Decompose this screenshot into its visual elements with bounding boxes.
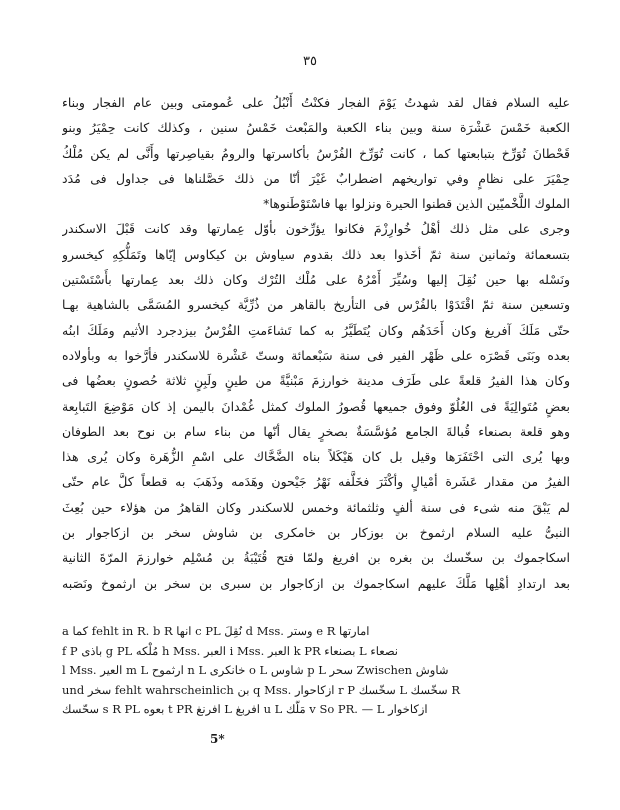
text-line: بعده وبَنَى قَصْرَه على ظَهْر الفير فى سنة سَبْعمائة وستّ عَشْرة للاسكندر فأرَّخوا به وبأولاده [62,347,570,363]
text-line: قَحْطانَ تُوَرِّخ بتبابعتها كما ، كانت تُوَرِّخ الفُرْسُ بأكاسرتها والرومُ بقياصِرتها وأَنَّى لم يكن مُلْكُ [62,145,570,161]
text-line: حتّى مَلَكَ آفريغ وكان أَحَدَهُم وكان يُتَطَيَّرُ به كما تَشاءَمتِ الفُرْسُ بيزدجرد الأثيم ومَلَكَ ابنُه [62,322,570,338]
text-line: الملوك اللَّخْميّين الذين قطنوا الحيرة ونزلوا بها فاسْتَوْطَنوها* [263,196,570,212]
text-line: بتسعمائة وثمانين سنة ثمّ أخَذوا بعد ذلك بقدوم سياوش بن كيكاوس إيّاها وتَمَلُّكِهِ كيخسرو [62,246,570,262]
footnote-line: l Mss. العير m L ارثموح n L خانكرى o L شاوس p L سحر Zwischen شاوش [62,663,449,677]
signature-mark: 5* [210,732,225,746]
text-line: اسكاجموك بن سخّسك بن بغره بن افريغ ولمّا فتح قُتَيْبَةُ بن مُسْلِم خوارزمَ المرّةَ الثانية [62,550,570,566]
text-line: لم يَبْقَ منه شىء فى سنة ألفٍ وثلثمائة وخمس للاسكندر وكان القاهرُ من هؤلاء حين بُعِثَ [62,499,570,515]
text-line: عليه السلام فقال لقد شهدتُ يَوْمَ الفجار فكنْتُ أَنْبُلُ على عُمومتى وبين عام الفجار وبناء [62,95,570,110]
page-number: ٣٥ [303,54,317,69]
footnote-line: سحّسك s R PL بعوه t PR افرنغ L افربغ u L مَلَّك v So PR. — L ازكاخوار [62,702,428,716]
footnote-line: f P باذى g PL مُلْكه h Mss. العبر i Mss. العبر k PR بصنعاء L نصعاء [62,643,398,658]
footnote-line: und سخر fehlt wahrscheinlich بن q Mss. ازكاحوار r P سخّسك L سخّسك R [62,682,461,697]
text-line: الكعبة خَمْسَ عَشْرَة سنة وبين بناء الكعبة والمَبْعث خَمْسُ سنين ، وكذلك كانت حِمْيَرُ وبنو [62,120,570,136]
arabic-body-text [62,90,570,596]
text-line: وبها يُرى التى احْتَفَرَها وقيل بل كان هَيْكَلاً بناه الضَّحَّاك على اسْمِ الزُّهَرة وكان يُرى هذا [62,449,570,465]
text-line: وجرى على مثل ذلك أهْلُ خُوارِزْمَ فكانوا يؤرِّخون بأوّل عِمارتها وقد كانت قَبْلَ الاسكندر [62,221,570,237]
text-line: الفيرُ من مقدار عَشَرة أمْيالٍ وأكْثَرَ فخَلَّفه نَهْرُ جَيْحون وهَدَمه وذَهَبَ به قطعاً كلَّ عام حتّى [62,474,570,490]
text-line: بعد ارتدادِ أهْلِها مَلَّكَ عليهم اسكاجموك بن ازكاجوار بن سبرى بن سخر بن ارثموخ ونَصَبه [62,575,570,591]
text-line: وتسعين سنة ثمّ اقْتَدَوْا بالفُرْس فى التأريخ بالقاهر من ذُرِّيَّة كيخسرو المُسَمَّى بالشاهية بهـا [62,297,570,313]
text-line: بعضٍ مُتَوالِيَةً فى العُلُوّ وفوق جميعها قُصورُ الملوك كمثل غُمْدانَ باليمن إذ كان مَوْضِعَ التَبابِعة [62,398,570,414]
text-line: وهو قلعة بصنعاء قُبالةَ الجامع مُؤسَّسَةٌ بصخرٍ يقال أنّها من بناء سام بن نوح بعد الطوفان [62,423,570,439]
text-line: حِمْيَرَ على نظامٍ وفي تواريخهم اضطرابٌ غَيْرَ أنّا من ذلك حَصَّلناها فى جداول فى مُدَد [62,170,570,186]
critical-apparatus-notes [62,622,570,720]
text-line: وكان هذا الفيرُ قلعةً على طَرَف مدينة خوارزمَ مَبْنيَّةً من طينٍ ولَبِنٍ ثلاثة حُصونٍ بعضُها فى [62,373,570,389]
text-line: النبىُّ عليه السلام ارثموخ بن بوزكار بن خامكرى بن شاوش سخر بن ازكاجوار بن [62,525,570,541]
footnote-line: a كما fehlt in R. b R انها c PL نُقِلَ d Mss. وستر e R امارتها [62,624,370,638]
text-line: ونَسْله بها حين نُقِلَ إليها وسُيِّرَ أَمْرُهُ على مُلْك التُرْك وكان ذلك بعد عِمارتها بأَسْتَسْتين [62,272,570,288]
